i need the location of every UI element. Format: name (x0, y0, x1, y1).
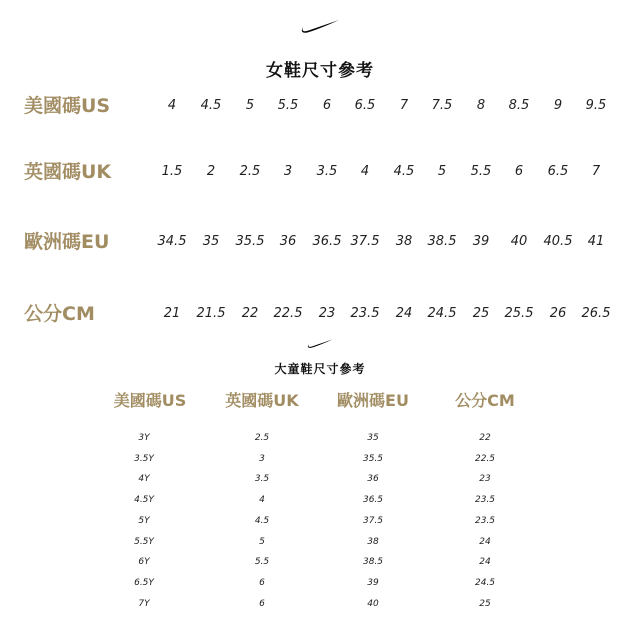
size-cell: 35 (202, 234, 220, 249)
kids-size-cell: 35 (367, 433, 379, 443)
size-cell: 4.5 (200, 98, 222, 113)
size-cell: 1.5 (161, 164, 183, 179)
size-cell: 6.5 (354, 98, 376, 113)
size-cell: 7.5 (431, 98, 453, 113)
size-cell: 34.5 (157, 234, 187, 249)
size-cell: 38 (395, 234, 413, 249)
row-label: 美國碼US (24, 95, 111, 117)
kids-size-cell: 5 (259, 536, 265, 547)
size-cell: 5.5 (470, 164, 492, 179)
kids-size-cell: 3.5 (254, 474, 270, 485)
size-cell: 9.5 (585, 98, 607, 113)
swoosh-icon (300, 18, 340, 36)
row-label: 歐洲碼EU (24, 231, 110, 253)
kids-size-cell: 36.5 (362, 495, 384, 506)
size-cell: 22.5 (273, 306, 303, 321)
kids-size-title: 大童鞋尺寸參考 (274, 362, 366, 376)
size-cell: 21 (163, 306, 181, 321)
kids-size-cell: 4.5 (254, 515, 270, 526)
size-cell: 36.5 (312, 234, 342, 249)
column-header: 美國碼US (113, 391, 187, 410)
women-size-title: 女鞋尺寸參考 (266, 61, 374, 81)
size-cell: 37.5 (350, 234, 380, 249)
column-header: 英國碼UK (225, 391, 299, 410)
kids-size-cell: 6Y (138, 557, 150, 568)
column-header: 公分CM (455, 391, 515, 410)
size-cell: 3 (283, 164, 293, 179)
size-cell: 8 (476, 98, 486, 113)
kids-size-cell: 23.5 (474, 495, 496, 506)
size-cell: 5 (437, 164, 447, 179)
kids-size-cell: 3Y (138, 433, 150, 443)
kids-size-cell: 40 (367, 598, 379, 609)
size-cell: 4 (360, 164, 370, 179)
kids-size-cell: 22 (479, 433, 491, 443)
kids-size-cell: 6 (259, 577, 265, 588)
kids-size-cell: 37.5 (362, 515, 384, 526)
size-cell: 23 (318, 306, 336, 321)
size-cell: 40 (510, 234, 528, 249)
size-cell: 7 (591, 164, 601, 179)
kids-size-cell: 38.5 (362, 557, 384, 568)
column-header: 歐洲碼EU (337, 391, 409, 410)
size-cell: 23.5 (350, 306, 380, 321)
size-cell: 21.5 (196, 306, 226, 321)
kids-size-cell: 5.5Y (134, 536, 154, 547)
size-cell: 7 (399, 98, 409, 113)
row-label: 英國碼UK (24, 161, 112, 183)
kids-size-cell: 3 (259, 453, 265, 464)
size-cell: 40.5 (543, 234, 573, 249)
kids-size-cell: 2.5 (254, 433, 270, 443)
size-cell: 9 (553, 98, 563, 113)
size-cell: 36 (279, 234, 297, 249)
women-size-row (0, 92, 640, 120)
size-cell: 4.5 (393, 164, 415, 179)
kids-size-cell: 4 (259, 495, 265, 506)
size-cell: 5 (245, 98, 255, 113)
kids-size-cell: 24 (479, 557, 491, 568)
kids-size-cell: 39 (367, 577, 379, 588)
swoosh-icon (306, 338, 334, 350)
kids-size-cell: 25 (479, 598, 491, 609)
size-cell: 22 (241, 306, 259, 321)
kids-size-cell: 24 (479, 536, 491, 547)
size-cell: 4 (167, 98, 177, 113)
size-cell: 5.5 (277, 98, 299, 113)
kids-size-cell: 3.5Y (134, 453, 154, 464)
size-cell: 26.5 (581, 306, 611, 321)
kids-size-cell: 38 (367, 536, 379, 547)
women-size-row (0, 300, 640, 328)
kids-size-cell: 22.5 (474, 453, 496, 464)
size-cell: 26 (549, 306, 567, 321)
size-cell: 35.5 (235, 234, 265, 249)
kids-size-cell: 4.5Y (134, 495, 154, 506)
size-cell: 2.5 (239, 164, 261, 179)
size-cell: 25 (472, 306, 490, 321)
size-cell: 8.5 (508, 98, 530, 113)
kids-size-cell: 6 (259, 598, 265, 609)
size-cell: 6.5 (547, 164, 569, 179)
kids-size-cell: 6.5Y (134, 577, 154, 588)
size-cell: 3.5 (316, 164, 338, 179)
size-cell: 39 (472, 234, 490, 249)
women-size-row (0, 228, 640, 256)
size-cell: 24 (395, 306, 413, 321)
size-cell: 2 (206, 164, 216, 179)
size-cell: 41 (587, 234, 605, 249)
size-cell: 6 (514, 164, 524, 179)
size-cell: 24.5 (427, 306, 457, 321)
row-label: 公分CM (24, 303, 95, 325)
kids-size-cell: 23.5 (474, 515, 496, 526)
kids-size-cell: 24.5 (474, 577, 496, 588)
size-cell: 6 (322, 98, 332, 113)
kids-size-cell: 36 (367, 474, 379, 485)
kids-size-cell: 5.5 (254, 557, 270, 568)
kids-size-cell: 35.5 (362, 453, 384, 464)
size-cell: 38.5 (427, 234, 457, 249)
kids-size-cell: 5Y (138, 515, 150, 526)
kids-size-cell: 7Y (138, 598, 150, 609)
women-size-row (0, 158, 640, 186)
kids-size-cell: 23 (479, 474, 491, 485)
kids-size-cell: 4Y (138, 474, 150, 485)
size-cell: 25.5 (504, 306, 534, 321)
